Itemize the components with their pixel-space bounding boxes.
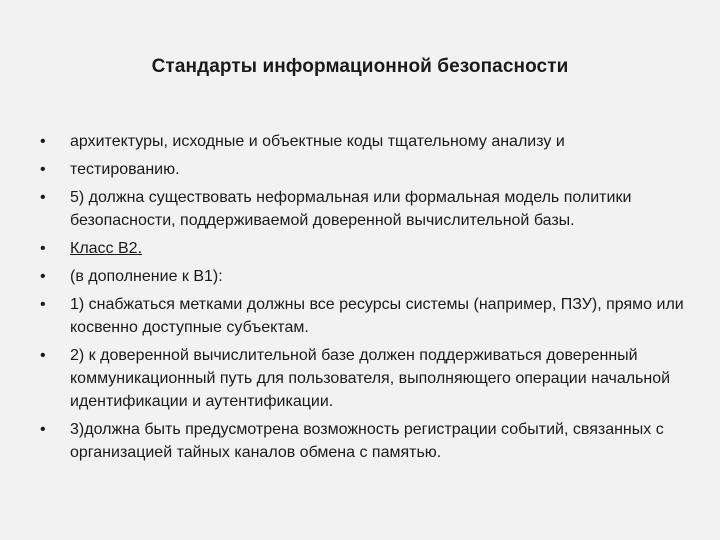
slide-title: Стандарты информационной безопасности	[151, 56, 569, 77]
list-item	[40, 265, 690, 288]
bullet-icon: •	[40, 347, 46, 364]
bullet-text: архитектуры, исходные и объектные коды тщательному анализу и	[70, 133, 565, 150]
list-item	[40, 186, 690, 232]
bullet-list	[40, 130, 690, 469]
bullet-icon: •	[40, 189, 46, 206]
bullet-icon: •	[40, 133, 46, 150]
bullet-text: 1) снабжаться метками должны все ресурсы системы (например, ПЗУ), прямо или косвенно доступные субъектам.	[70, 296, 684, 336]
bullet-text: 5) должна существовать неформальная или формальная модель политики безопасности, поддерживаемой доверенной вычислительной базы.	[70, 189, 632, 229]
bullet-icon: •	[40, 240, 46, 257]
list-item	[40, 130, 690, 153]
list-item	[40, 418, 690, 464]
bullet-text: 3)должна быть предусмотрена возможность регистрации событий, связанных с организацией тайных каналов обмена с памятью.	[70, 421, 664, 461]
list-item	[40, 344, 690, 413]
bullet-text: (в дополнение к B1):	[70, 268, 223, 285]
bullet-icon: •	[40, 161, 46, 178]
bullet-text-class-heading: Класс B2.	[70, 240, 143, 257]
bullet-icon: •	[40, 421, 46, 438]
bullet-text: 2) к доверенной вычислительной базе должен поддерживаться доверенный коммуникационный путь для пользователя, выполняющего операции начальной идентификации и аутентификации.	[70, 347, 671, 410]
bullet-icon: •	[40, 296, 46, 313]
list-item	[40, 158, 690, 181]
list-item	[40, 293, 690, 339]
list-item	[40, 237, 690, 260]
bullet-text: тестированию.	[70, 161, 180, 178]
bullet-icon: •	[40, 268, 46, 285]
